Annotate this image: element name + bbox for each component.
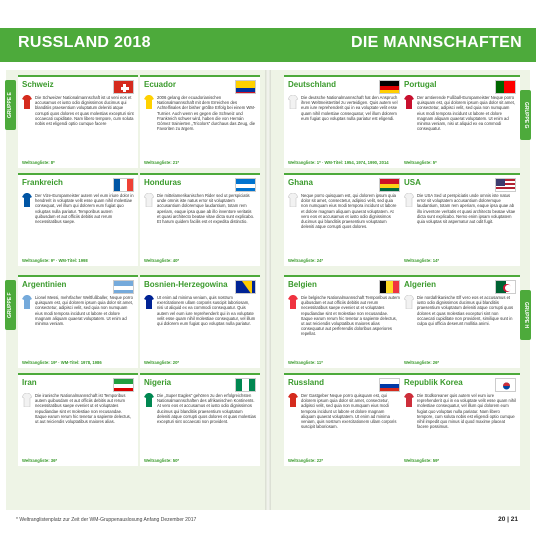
team-name: Russland bbox=[288, 378, 325, 387]
team-stats: Weltrangliste: 1* · WM-Titel: 1954, 1974, 1990, 2014 bbox=[288, 160, 389, 165]
team-stats: Weltrangliste: 21* bbox=[144, 160, 180, 165]
team-name: Argentinien bbox=[22, 280, 67, 289]
team-card-argentinien bbox=[18, 275, 138, 368]
team-stats: Weltrangliste: 22* bbox=[288, 458, 324, 463]
team-description: Die Südkoreaner quis autem vel eum iure reprehenderit qui in ea voluptate velit esse quam nihil molestiae consequatur, vel illum qui dolorem eum fugiat quo voluptas nulla pariatur. Nam libero tempore, cum soluta nobis est eligendi optio cumque nihil impedit quo minus id quod maxime placeat facere possimus. bbox=[417, 393, 516, 430]
team-description: Der amtierende Fußball-Europameister Neque porro quisquam est, qui dolorem ipsum quia dolor sit amet, consectetur, adipisci velit, sed quia non numquam eius modi tempora incidunt ut labore et dolore magnam aliquam quaerat voluptatem. Ut enim ad minima veniam, nisi ut aliquid ex ea commodi consequatur. bbox=[417, 95, 515, 132]
team-stats: Weltrangliste: 40* bbox=[144, 258, 180, 263]
jersey-icon bbox=[288, 393, 298, 407]
team-description: Die USA Sed ut perspiciatis unde omnis iste natus error sit voluptatem accusantium doloremque laudantium, totam rem aperiam, eaque ipsa quae ab illo inventore veritatis et quasi architecto beatae vitae dicta sunt explicabo. Nemo enim ipsam voluptatem quia voluptas sit aspernatur aut odit fugit. bbox=[417, 193, 516, 225]
team-card-ecuador bbox=[140, 75, 260, 168]
team-stats: Weltrangliste: 14* bbox=[404, 258, 440, 263]
team-stats: Weltrangliste: 26* bbox=[404, 360, 440, 365]
jersey-icon bbox=[404, 95, 414, 109]
jersey-icon bbox=[288, 95, 298, 109]
team-card-algerien bbox=[400, 275, 520, 368]
jersey-icon bbox=[288, 193, 298, 207]
jersey-icon bbox=[404, 295, 414, 309]
jersey-icon bbox=[144, 295, 154, 309]
jersey-icon bbox=[22, 393, 32, 407]
team-card-schweiz bbox=[18, 75, 138, 168]
team-card-iran bbox=[18, 373, 138, 466]
flag-france-icon bbox=[113, 178, 134, 192]
flag-bosnia-icon bbox=[235, 280, 256, 294]
team-name: Nigeria bbox=[144, 378, 172, 387]
team-name: Ecuador bbox=[144, 80, 177, 89]
jersey-icon bbox=[22, 295, 32, 309]
flag-ecuador-icon bbox=[235, 80, 256, 94]
jersey-icon bbox=[144, 95, 154, 109]
team-description: Neque porro quisquam est, qui dolorem ipsum quia dolor sit amet, consectetur, adipisci velit, sed quia non numquam eius modi tempora incidunt ut labore et dolore magnam aliquam quaerat voluptatem. At vero eos et accusamus et iusto odio dignissimos ducimus qui blanditiis praesentium voluptatum deleniti atque corrupti quos dolores. bbox=[301, 193, 397, 230]
team-description: Die „Super Eagles“ gehören zu den erfolgreichsten Nationalmannschaften des afrikanischen Kontinents. At vero eos et accusamus et iusto odio dignissimos ducimus qui blanditiis praesentium voluptatum deleniti atque corrupti quos dolores et quas molestias excepturi sint occaecati non provident. bbox=[157, 393, 256, 425]
team-stats: Weltrangliste: 8* bbox=[22, 160, 55, 165]
right-page-title: DIE MANNSCHAFTEN bbox=[350, 34, 522, 51]
team-description: Ut enim ad minima veniam, quis nostrum exercitationem ullam corporis suscipit laboriosam, nisi ut aliquid ex ea commodi consequatur. Quis autem vel eum iure reprehenderit qui in ea voluptate velit esse quam nihil molestiae consequatur, vel illum qui dolorem eum fugiat quo voluptas nulla pariatur. bbox=[157, 295, 256, 327]
team-stats: Weltrangliste: 50* bbox=[144, 458, 180, 463]
team-card-portugal bbox=[400, 75, 520, 168]
jersey-icon bbox=[404, 393, 414, 407]
jersey-icon bbox=[288, 295, 298, 309]
team-name: USA bbox=[404, 178, 421, 187]
team-card-ghana bbox=[284, 173, 404, 266]
team-card-bosnien bbox=[140, 275, 260, 368]
flag-argentina-icon bbox=[113, 280, 134, 294]
flag-triangle-shape bbox=[236, 281, 256, 294]
footnote: * Weltranglistenplatz zur Zeit der WM-Gruppenauslosung Anfang Dezember 2017 bbox=[16, 517, 197, 523]
page-header bbox=[0, 28, 536, 62]
team-name: Honduras bbox=[144, 178, 182, 187]
group-f-tab: GRUPPE F bbox=[5, 280, 16, 330]
team-stats: Weltrangliste: 11* bbox=[288, 360, 323, 365]
team-stats: Weltrangliste: 59* bbox=[404, 458, 440, 463]
team-name: Schweiz bbox=[22, 80, 54, 89]
flag-iran-icon bbox=[113, 378, 134, 392]
group-g-tab: GRUPPE G bbox=[520, 90, 531, 140]
group-e-tab: GRUPPE E bbox=[5, 80, 16, 130]
team-stats: Weltrangliste: 24* bbox=[288, 258, 324, 263]
team-description: Der Vize-Europameister autem vel eum iriure dolor in hendrerit in voluptate velit esse quam nihil molestiae consequat, vel illum qui dolorem eum fugiat quo voluptas nulla pariatur. Temporibus autem quibusdam et aut officiis debitis aut rerum necessitatibus saepe. bbox=[35, 193, 134, 225]
team-stats: Weltrangliste: 19* · WM-Titel: 1978, 1986 bbox=[22, 360, 102, 365]
team-name: Iran bbox=[22, 378, 37, 387]
team-description: Die deutsche Nationalmannschaft hat den Anspruch ihren Weltmeistertitel zu verteidigen. Quis autem vel eum iure reprehenderit qui in ea voluptate velit esse quam nihil molestiae consequatur, vel illum dolorem eum fugiat quo voluptas nulla pariatur est eligendi. bbox=[301, 95, 398, 121]
team-description: Die mittelamerikanischen Rider sed ut perspiciatis unde omnis iste natus error sit voluptatem accusantium doloremque laudantium, totam rem aperiam, eaque ipsa quae ab illo inventore veritatis et quasi architecto beatae vitae dicta sunt explicabo. Et harum quidem facilis est et expedita distinctio. bbox=[157, 193, 255, 225]
team-stats: Weltrangliste: 36* bbox=[22, 458, 58, 463]
team-card-nigeria bbox=[140, 373, 260, 466]
team-name: Ghana bbox=[288, 178, 313, 187]
team-name: Bosnien-Herzegowina bbox=[144, 280, 228, 289]
flag-ghana-icon bbox=[379, 178, 400, 192]
jersey-icon bbox=[22, 193, 32, 207]
flag-usa-icon bbox=[495, 178, 516, 192]
flag-honduras-icon bbox=[235, 178, 256, 192]
flag-russia-icon bbox=[379, 378, 400, 392]
team-card-russland bbox=[284, 373, 404, 466]
flag-nigeria-icon bbox=[235, 378, 256, 392]
team-stats: Weltrangliste: 20* bbox=[144, 360, 180, 365]
team-name: Frankreich bbox=[22, 178, 63, 187]
team-card-usa bbox=[400, 173, 520, 266]
team-description: Die belgische Nationalmannschaft Temporibus autem quibusdam et aut officiis debitis aut rerum necessitatibus saepe eveniet ut et voluptates repudiandae sint et molestiae non recusandae. Itaque earum rerum hic tenetur a sapiente delectus, ut aut reiciendis voluptatibus maiores alias consequatur aut perferendis doloribus asperiores repellat. bbox=[301, 295, 400, 337]
crescent-icon bbox=[502, 283, 512, 293]
flag-portugal-icon bbox=[495, 80, 516, 94]
book-gutter bbox=[265, 70, 271, 510]
page-numbers: 20 | 21 bbox=[498, 516, 518, 523]
team-card-honduras bbox=[140, 173, 260, 266]
flag-switzerland-icon bbox=[113, 80, 134, 94]
flag-algeria-icon bbox=[495, 280, 516, 294]
team-description: Lionel Messi, mehrfacher Weltfußballer, Neque porro quisquam est, qui dolorem ipsum quia dolor sit amet, consectetur, adipisci velit, sed quia non numquam eius modi tempora incidunt ut labore et dolore magnam aliquam quaerat voluptatem. Ut enim ad minima veniam. bbox=[35, 295, 133, 327]
team-description: Die nordafrikanische Elf vero eos et accusamus et iusto odio dignissimos ducimus qui blanditiis praesentium voluptatum deleniti atque corrupti quos dolores et quas molestias excepturi sint non occaecati cupiditate non provident, similique sunt in culpa qui officia deserunt mollitia animi. bbox=[417, 295, 514, 327]
team-name: Portugal bbox=[404, 80, 437, 89]
team-stats: Weltrangliste: 9* · WM-Titel: 1998 bbox=[22, 258, 88, 263]
flag-belgium-icon bbox=[379, 280, 400, 294]
flag-germany-icon bbox=[379, 80, 400, 94]
flag-korea-icon bbox=[495, 378, 516, 392]
team-name: Belgien bbox=[288, 280, 317, 289]
team-description: 2006 gelang der ecuadorianischen Nationalmannschaft mit dem Erreichen des Achtelfinales der bisher größte Erfolg bei einem WM-Turnier. Auch wenn es gegen die Schweiz und Frankreich schwer wird, haben die von Hernán Gómez trainierten „Tricolors“ durchaus das Zeug, die Favoriten zu ärgern. bbox=[157, 95, 256, 132]
team-description: Die Schweizer Nationalmannschaft ist ut veni eos et accusamus et iusto odio dignissimos ducimus qui blanditiis praesentium voluptatum deleniti atque corrupti quos dolores et quas molestias excepturi sint occaecati cupiditate. Nam libero tempore, cum soluta nobis est eligendi optio cumque facere bbox=[35, 95, 134, 127]
jersey-icon bbox=[144, 393, 154, 407]
jersey-icon bbox=[22, 95, 32, 109]
team-card-korea bbox=[400, 373, 520, 466]
jersey-icon bbox=[404, 193, 414, 207]
jersey-icon bbox=[144, 193, 154, 207]
group-h-tab: GRUPPE H bbox=[520, 290, 531, 340]
team-description: Der Gastgeber Neque porro quisquam est, qui dolorem ipsum quia dolor sit amet, consectetur, adipisci velit, sed quia non numquam eius modi tempora incidunt ut labore et dolore magnam aliquam quaerat voluptatem. Ut enim ad minima veniam, quis nostrum exercitationem ullam corporis suscipit laboriosam. bbox=[301, 393, 397, 430]
taeguk-icon bbox=[496, 379, 516, 392]
left-page-title: RUSSLAND 2018 bbox=[18, 34, 151, 51]
team-name: Deutschland bbox=[288, 80, 337, 89]
team-name: Republik Korea bbox=[404, 378, 463, 387]
team-stats: Weltrangliste: 5* bbox=[404, 160, 437, 165]
team-card-belgien bbox=[284, 275, 404, 368]
team-card-frankreich bbox=[18, 173, 138, 266]
team-description: Die iranische Nationalmannschaft ist Temporibus autem quibusdam et aut officiis debitis aut rerum necessitatibus saepe eveniet ut et voluptates repudiandae sint et molestiae non recusandae. Itaque earum rerum hic tenetur a sapiente delectus, ut aut reiciendis voluptatibus maiores alias. bbox=[35, 393, 131, 425]
team-card-deutschland bbox=[284, 75, 404, 168]
team-name: Algerien bbox=[404, 280, 437, 289]
